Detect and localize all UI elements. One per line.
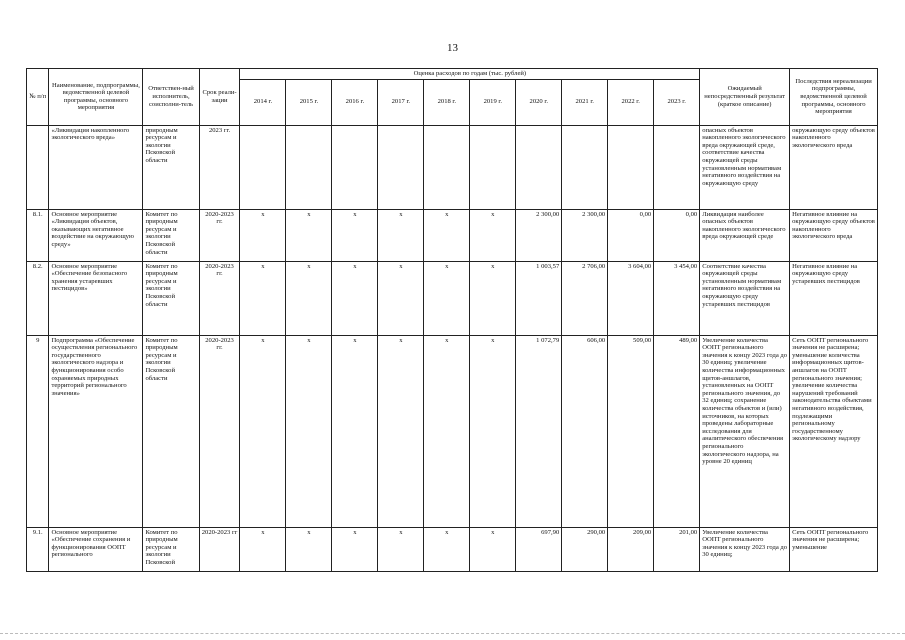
row-consequence: окружающую среду объектов накопленного экологического вреда	[790, 125, 878, 209]
row-term: 2020-2023 гг	[199, 527, 240, 571]
row-executor: природным ресурсам и экологии Псковской области	[143, 125, 199, 209]
row-value: 2 300,00	[562, 209, 608, 261]
row-num: 9.1.	[27, 527, 49, 571]
row-value: x	[424, 261, 470, 335]
row-consequence: Негативное влияние на окружающую среду устаревших пестицидов	[790, 261, 878, 335]
row-term: 2020-2023 гг.	[199, 335, 240, 527]
row-term: 2020-2023 гг.	[199, 209, 240, 261]
row-name: Основное мероприятие «Обеспечение безопасного хранения устаревших пестицидов»	[49, 261, 143, 335]
row-consequence: Сеть ООПТ регионального значения не расширена; уменьшение	[790, 527, 878, 571]
row-name: Основное мероприятие «Обеспечение сохранения и функционирования ООПТ регионального	[49, 527, 143, 571]
row-value: 606,00	[562, 335, 608, 527]
row-value: x	[378, 209, 424, 261]
row-value: 2 300,00	[516, 209, 562, 261]
row-value	[240, 125, 286, 209]
row-value: 489,00	[654, 335, 700, 527]
row-value: x	[240, 209, 286, 261]
row-name: Подпрограмма «Обеспечение осуществления регионального государственного экологического надзора и функционирования особо охраняемых природных территорий регионального значения»	[49, 335, 143, 527]
header-year: 2021 г.	[562, 79, 608, 125]
table-row	[27, 527, 878, 571]
row-executor: Комитет по природным ресурсам и экологии Псковской области	[143, 209, 199, 261]
row-value: x	[286, 209, 332, 261]
row-value: 0,00	[608, 209, 654, 261]
row-value: x	[424, 335, 470, 527]
page-number: 13	[447, 42, 458, 54]
header-executor: Ответствен-ный исполнитель, соисполни-тель	[143, 69, 199, 126]
table-row	[27, 209, 878, 261]
row-value: x	[378, 261, 424, 335]
row-num: 8.1.	[27, 209, 49, 261]
row-value: x	[424, 527, 470, 571]
header-year: 2017 г.	[378, 79, 424, 125]
row-num	[27, 125, 49, 209]
row-term: 2020-2023 гг.	[199, 261, 240, 335]
scan-edge-divider	[0, 633, 905, 634]
row-value: x	[470, 527, 516, 571]
row-value: 201,00	[654, 527, 700, 571]
row-value	[378, 125, 424, 209]
row-value: x	[332, 335, 378, 527]
row-value: x	[240, 527, 286, 571]
row-value	[608, 125, 654, 209]
row-value	[332, 125, 378, 209]
header-num: № п/п	[27, 69, 49, 126]
row-value: x	[240, 261, 286, 335]
header-consequence: Последствия нереализации подпрограммы, ведомственной целевой программы, основного мероприятия	[790, 69, 878, 126]
row-value: 697,90	[516, 527, 562, 571]
row-result: Соответствие качества окружающей среды установленным нормативам негативного воздействия на окружающую среду устаревших пестицидов	[700, 261, 790, 335]
row-consequence: Негативное влияние на окружающую среду объектов накопленного экологического вреда	[790, 209, 878, 261]
row-num: 9	[27, 335, 49, 527]
header-year: 2015 г.	[286, 79, 332, 125]
row-result: Увеличение количества ООПТ регионального значения к концу 2023 года до 30 единиц;	[700, 527, 790, 571]
row-value	[562, 125, 608, 209]
row-num: 8.2.	[27, 261, 49, 335]
row-value	[286, 125, 332, 209]
row-value: 209,00	[608, 527, 654, 571]
row-result: Увеличение количества ООПТ регионального значения к концу 2023 года до 30 единиц; увеличение количества информационных щитов-аншлагов, установленных на ООПТ регионального значения, до 32 единиц; сохранение количества объектов и (или) источников, на которых проведены лабораторные исследования для аналитического обеспечения регионального экологического надзора, на уровне 20 единиц	[700, 335, 790, 527]
header-year: 2016 г.	[332, 79, 378, 125]
row-value: 3 454,00	[654, 261, 700, 335]
header-year: 2018 г.	[424, 79, 470, 125]
row-value: x	[470, 335, 516, 527]
row-value: x	[240, 335, 286, 527]
row-name: Основное мероприятие «Ликвидация объектов, оказывающих негативное воздействие на окружающую среду»	[49, 209, 143, 261]
row-value: 3 604,00	[608, 261, 654, 335]
header-year: 2023 г.	[654, 79, 700, 125]
row-value: 509,00	[608, 335, 654, 527]
row-value: x	[424, 209, 470, 261]
row-value: x	[332, 209, 378, 261]
row-result: Ликвидация наиболее опасных объектов накопленного экологического вреда окружающей среде	[700, 209, 790, 261]
header-year: 2020 г.	[516, 79, 562, 125]
row-value: x	[470, 261, 516, 335]
row-result: опасных объектов накопленного экологического вреда окружающей среде, соответствие качества окружающей среды установленным нормативам негативного воздействия на окружающую среду	[700, 125, 790, 209]
header-year: 2019 г.	[470, 79, 516, 125]
table-row	[27, 125, 878, 209]
row-value: x	[378, 527, 424, 571]
header-result: Ожидаемый непосредственный результат (краткое описание)	[700, 69, 790, 126]
budget-table	[26, 68, 878, 572]
row-consequence: Сеть ООПТ регионального значения не расширена; уменьшение количества информационных щитов-аншлагов на ООПТ регионального значения; увеличение количества нарушений требований законодательства объектами негативного воздействия, подлежащими региональному государственному экологическому надзору	[790, 335, 878, 527]
row-value: x	[332, 261, 378, 335]
row-value: x	[286, 261, 332, 335]
header-year: 2022 г.	[608, 79, 654, 125]
row-value: 0,00	[654, 209, 700, 261]
header-term: Срок реали-зации	[199, 69, 240, 126]
row-value: x	[378, 335, 424, 527]
header-name: Наименование, подпрограммы, ведомственной целевой программы, основного мероприятия	[49, 69, 143, 126]
row-value: 2 706,00	[562, 261, 608, 335]
header-cost-group: Оценка расходов по годам (тыс. рублей)	[240, 69, 700, 80]
row-value	[470, 125, 516, 209]
row-executor: Комитет по природным ресурсам и экологии Псковской области	[143, 261, 199, 335]
row-value	[654, 125, 700, 209]
row-executor: Комитет по природным ресурсам и экологии Псковской	[143, 527, 199, 571]
row-term: 2023 гг.	[199, 125, 240, 209]
table-row	[27, 261, 878, 335]
row-value: x	[332, 527, 378, 571]
row-value: x	[286, 335, 332, 527]
row-value: x	[286, 527, 332, 571]
row-value: x	[470, 209, 516, 261]
header-year: 2014 г.	[240, 79, 286, 125]
table-row	[27, 335, 878, 527]
row-value	[516, 125, 562, 209]
row-name: «Ликвидация накопленного экологического вреда»	[49, 125, 143, 209]
row-value: 290,00	[562, 527, 608, 571]
row-value	[424, 125, 470, 209]
row-value: 1 072,79	[516, 335, 562, 527]
row-executor: Комитет по природным ресурсам и экологии Псковской области	[143, 335, 199, 527]
row-value: 1 003,57	[516, 261, 562, 335]
